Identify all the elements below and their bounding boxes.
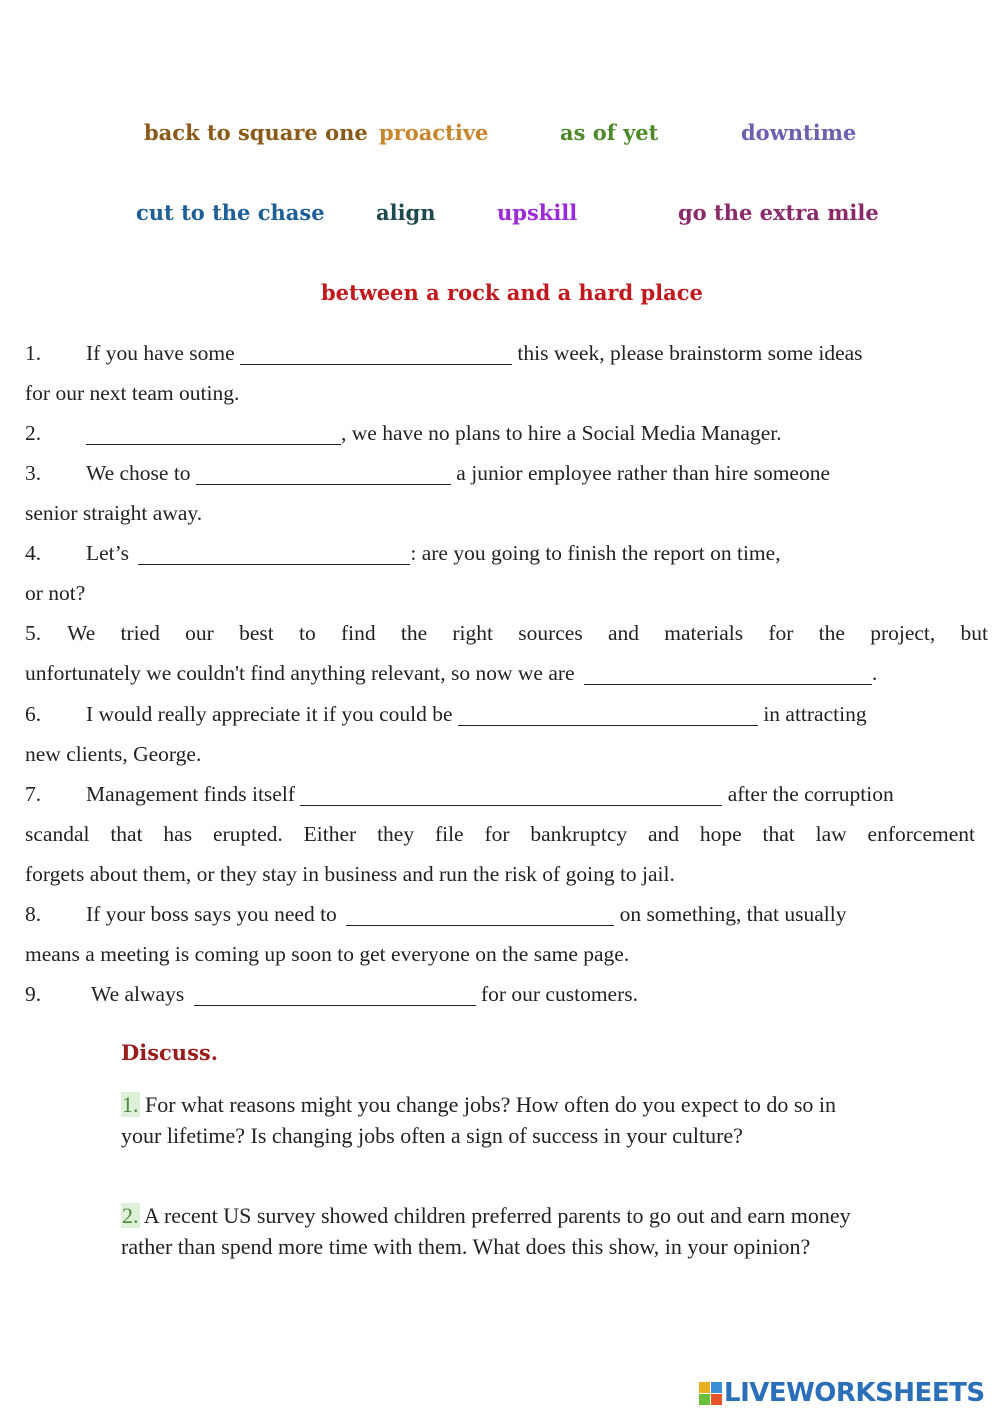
answer-blank-9[interactable] [194, 979, 476, 1006]
discuss-question-2: 2. A recent US survey showed children preferred parents to go out and earn money rather than spend more time with them. What does this show, in your opinion? [121, 1203, 851, 1259]
exercise-8: 8. If your boss says you need to on something, that usually means a meeting is coming up soon to get everyone on the same page. [25, 894, 975, 974]
exercise-number: 8. [25, 902, 42, 926]
exercise-number: 9. [25, 982, 42, 1006]
discuss-heading: Discuss. [121, 1040, 219, 1065]
exercise-7: 7. Management finds itself after the corruption scandal that has erupted. Either they file for bankruptcy and hope that law enforcement forgets about them, or they stay in business and run the risk of going to jail. [25, 774, 975, 894]
exercise-5: 5. We tried our best to find the right sources and materials for the project, but unfortunately we couldn't find anything relevant, so now we are . [25, 621, 988, 685]
exercise-4: 4. Let’s : are you going to finish the report on time, or not? [25, 533, 975, 613]
word-proactive: proactive [379, 120, 489, 145]
liveworksheets-logo-icon [699, 1382, 722, 1405]
answer-blank-8[interactable] [346, 899, 614, 926]
exercise-number: 1. [25, 341, 42, 365]
word-align: align [376, 200, 436, 225]
answer-blank-6[interactable] [458, 699, 758, 726]
word-between-a-rock-and-a-hard-place: between a rock and a hard place [321, 280, 703, 305]
word-upskill: upskill [497, 200, 578, 225]
exercise-2: 2. , we have no plans to hire a Social Media Manager. [25, 413, 975, 453]
exercise-number: 6. [25, 702, 42, 726]
discuss-number: 2. [122, 1203, 139, 1228]
answer-blank-7[interactable] [300, 779, 722, 806]
word-downtime: downtime [741, 120, 857, 145]
answer-blank-4[interactable] [138, 538, 410, 565]
exercise-number: 2. [25, 421, 42, 445]
exercise-9: 9. We always for our customers. [25, 974, 975, 1014]
exercise-6: 6. I would really appreciate it if you could be in attracting new clients, George. [25, 694, 975, 774]
answer-blank-5[interactable] [584, 658, 872, 685]
discuss-question-1: 1. For what reasons might you change jobs? How often do you expect to do so in your lifetime? Is changing jobs often a sign of success in your culture? [121, 1092, 837, 1148]
exercise-number: 7. [25, 782, 42, 806]
word-as-of-yet: as of yet [560, 120, 659, 145]
answer-blank-2[interactable] [86, 418, 341, 445]
logo-text: LIVEWORKSHEETS [724, 1378, 985, 1408]
exercise-3: 3. We chose to a junior employee rather than hire someone senior straight away. [25, 453, 975, 533]
word-back-to-square-one: back to square one [144, 120, 368, 145]
discuss-number: 1. [122, 1092, 139, 1117]
liveworksheets-logo[interactable] [699, 1378, 985, 1408]
word-go-the-extra-mile: go the extra mile [678, 200, 879, 225]
exercise-1: 1. If you have some this week, please brainstorm some ideas for our next team outing. [25, 333, 975, 413]
exercise-number: 5. [25, 621, 42, 645]
exercise-number: 3. [25, 461, 42, 485]
answer-blank-1[interactable] [240, 338, 512, 365]
word-cut-to-the-chase: cut to the chase [136, 200, 325, 225]
answer-blank-3[interactable] [196, 458, 451, 485]
exercise-number: 4. [25, 541, 42, 565]
